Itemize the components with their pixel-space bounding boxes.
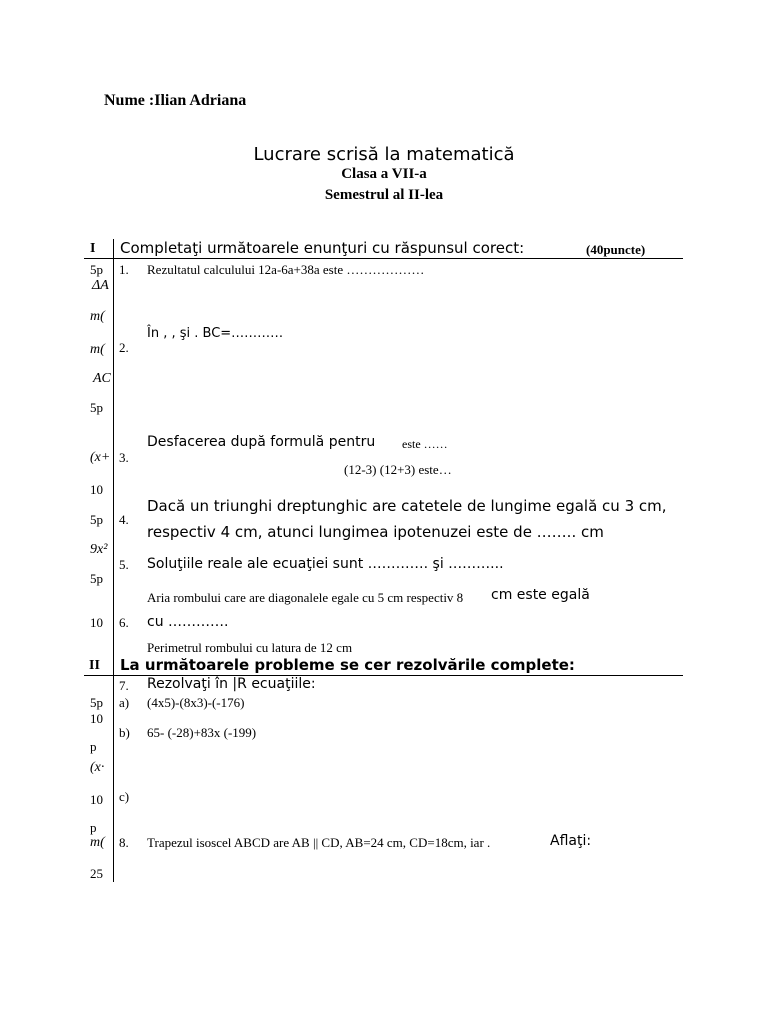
question-5-number: 5. <box>119 557 129 572</box>
question-2-number: 2. <box>119 340 129 355</box>
question-7a-text: (4x5)-(8x3)-(-176) <box>147 695 245 710</box>
margin-math-triangle: ΔA <box>92 278 109 293</box>
section-2-roman: II <box>89 658 100 673</box>
question-1-text: Rezultatul calculului 12a-6a+38a este ……………… <box>147 262 425 277</box>
margin-math-angle2: m( <box>90 342 105 357</box>
question-3-number: 3. <box>119 450 129 465</box>
margin-math-9x2: 9x² <box>90 542 108 557</box>
question-8-text-a: Trapezul isoscel ABCD are AB || CD, AB=24 cm, CD=18cm, iar . <box>147 835 491 850</box>
points-q7c-p: p <box>90 820 97 835</box>
question-3-text-b: este …… <box>402 437 448 451</box>
margin-math-ac: AC <box>93 371 111 386</box>
student-name: Nume :Ilian Adriana <box>104 92 247 109</box>
points-q2: 5p <box>90 400 103 415</box>
question-6-line-2: cu …………. <box>147 614 229 630</box>
question-6-line-1b: cm este egală <box>491 587 590 603</box>
question-2-text: În , , şi . BC=………… <box>147 326 284 341</box>
question-7c-label: c) <box>119 789 130 804</box>
question-6-line-3: Perimetrul rombului cu latura de 12 cm <box>147 640 353 655</box>
margin-math-angle1: m( <box>90 309 105 324</box>
question-7b-text: 65- (-28)+83x (-199) <box>147 725 257 740</box>
question-8-number: 8. <box>119 835 129 850</box>
margin-math-q8: m( <box>90 835 105 850</box>
section-1-points: (40puncte) <box>586 242 646 257</box>
points-q5: 5p <box>90 571 103 586</box>
points-q7b: 10 <box>90 711 103 726</box>
question-4-line-2: respectiv 4 cm, atunci lungimea ipotenuzei este de …….. cm <box>147 523 604 541</box>
question-5-text: Soluţiile reale ale ecuaţiei sunt …………. şi ………... <box>147 556 504 572</box>
points-q3: 10 <box>90 482 103 497</box>
page-title: Lucrare scrisă la matematică <box>253 144 515 165</box>
question-7-text: Rezolvaţi în |R ecuaţiile: <box>147 676 316 692</box>
points-q7c: 10 <box>90 792 103 807</box>
margin-math-c: (x· <box>90 760 105 775</box>
question-8-text-b: Aflaţi: <box>550 833 592 849</box>
question-7a-label: a) <box>119 695 130 710</box>
points-q7a: 5p <box>90 695 103 710</box>
section-1-heading: Completaţi următoarele enunţuri cu răspunsul corect: <box>120 239 525 257</box>
section-1-rule <box>84 258 683 259</box>
question-6-number: 6. <box>119 615 129 630</box>
question-6-line-1a: Aria rombului care are diagonalele egale cu 5 cm respectiv 8 <box>147 590 464 605</box>
points-q7b-p: p <box>90 739 97 754</box>
question-3-text-c: (12-3) (12+3) este… <box>344 462 452 477</box>
question-3-text-a: Desfacerea după formulă pentru <box>147 434 376 450</box>
section-2-heading: La următoarele probleme se cer rezolvările complete: <box>120 656 575 674</box>
points-q1: 5p <box>90 262 103 277</box>
question-4-number: 4. <box>119 512 129 527</box>
section-1-roman: I <box>90 241 96 256</box>
column-divider <box>113 239 114 882</box>
semester-label: Semestrul al II-lea <box>324 187 444 203</box>
class-label: Clasa a VII-a <box>341 166 427 182</box>
question-7b-label: b) <box>119 725 130 740</box>
question-4-line-1: Dacă un triunghi dreptunghic are catetele de lungime egală cu 3 cm, <box>147 497 667 515</box>
margin-math-binomial: (x+ <box>90 450 111 465</box>
points-q8: 25 <box>90 866 103 881</box>
question-7-number: 7. <box>119 678 129 693</box>
points-q4: 5p <box>90 512 103 527</box>
question-1-number: 1. <box>119 262 129 277</box>
points-q6: 10 <box>90 615 103 630</box>
